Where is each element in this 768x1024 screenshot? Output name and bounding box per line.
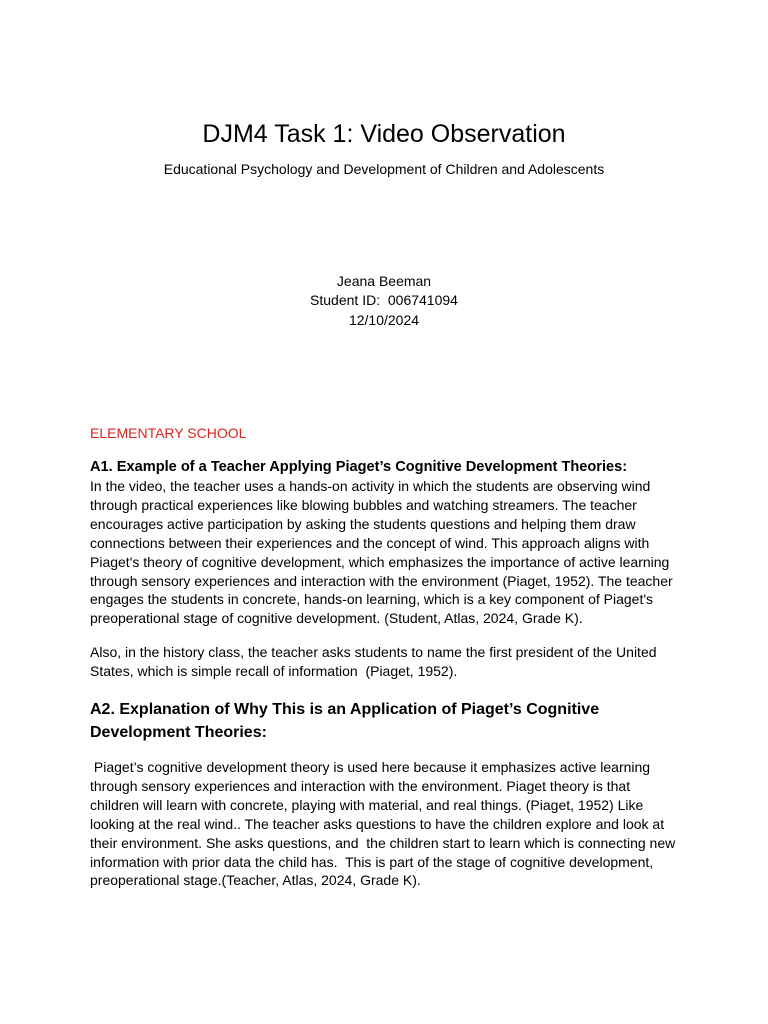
heading-a1: A1. Example of a Teacher Applying Piaget’s Cognitive Development Theories: <box>90 459 628 475</box>
author-block <box>0 272 768 330</box>
document-subtitle: Educational Psychology and Development of Children and Adolescents <box>163 161 605 177</box>
section-label: ELEMENTARY SCHOOL <box>90 425 247 441</box>
student-id: Student ID: 006741094 <box>310 292 458 309</box>
paragraph-a2: Piaget’s cognitive development theory is used here because it emphasizes active learning through sensory experiences and interaction with the environment. Piaget theory is that children will learn with concrete, playing with material, and real things. (Piaget, 1952) Like looking at the real wind.. The teacher asks questions to have the children explore and look at their environment. She asks questions, and the children start to learn which is connecting new information with prior data the child has. This is part of the stage of cognitive development, preoperational stage.(Teacher, Atlas, 2024, Grade K). <box>90 759 680 889</box>
document-title: DJM4 Task 1: Video Observation <box>202 120 566 148</box>
author-name: Jeana Beeman <box>336 273 432 289</box>
paragraph-a1: In the video, the teacher uses a hands-on activity in which the students are observing wind through practical experiences like blowing bubbles and watching streamers. The teacher encourages active participation by asking the students questions and helping them draw connections between their experiences and the concept of wind. This approach aligns with Piaget's theory of cognitive development, which emphasizes the importance of active learning through sensory experiences and interaction with the environment (Piaget, 1952). The teacher engages the students in concrete, hands-on learning, which is a key component of Piaget's preoperational stage of cognitive development. (Student, Atlas, 2024, Grade K). <box>90 478 673 627</box>
heading-a2: A2. Explanation of Why This is an Application of Piaget’s Cognitive Development Theories: <box>90 701 600 741</box>
submission-date: 12/10/2024 <box>348 311 420 328</box>
paragraph-a1-history: Also, in the history class, the teacher asks students to name the first president of the United States, which is simple recall of information (Piaget, 1952). <box>90 644 661 679</box>
